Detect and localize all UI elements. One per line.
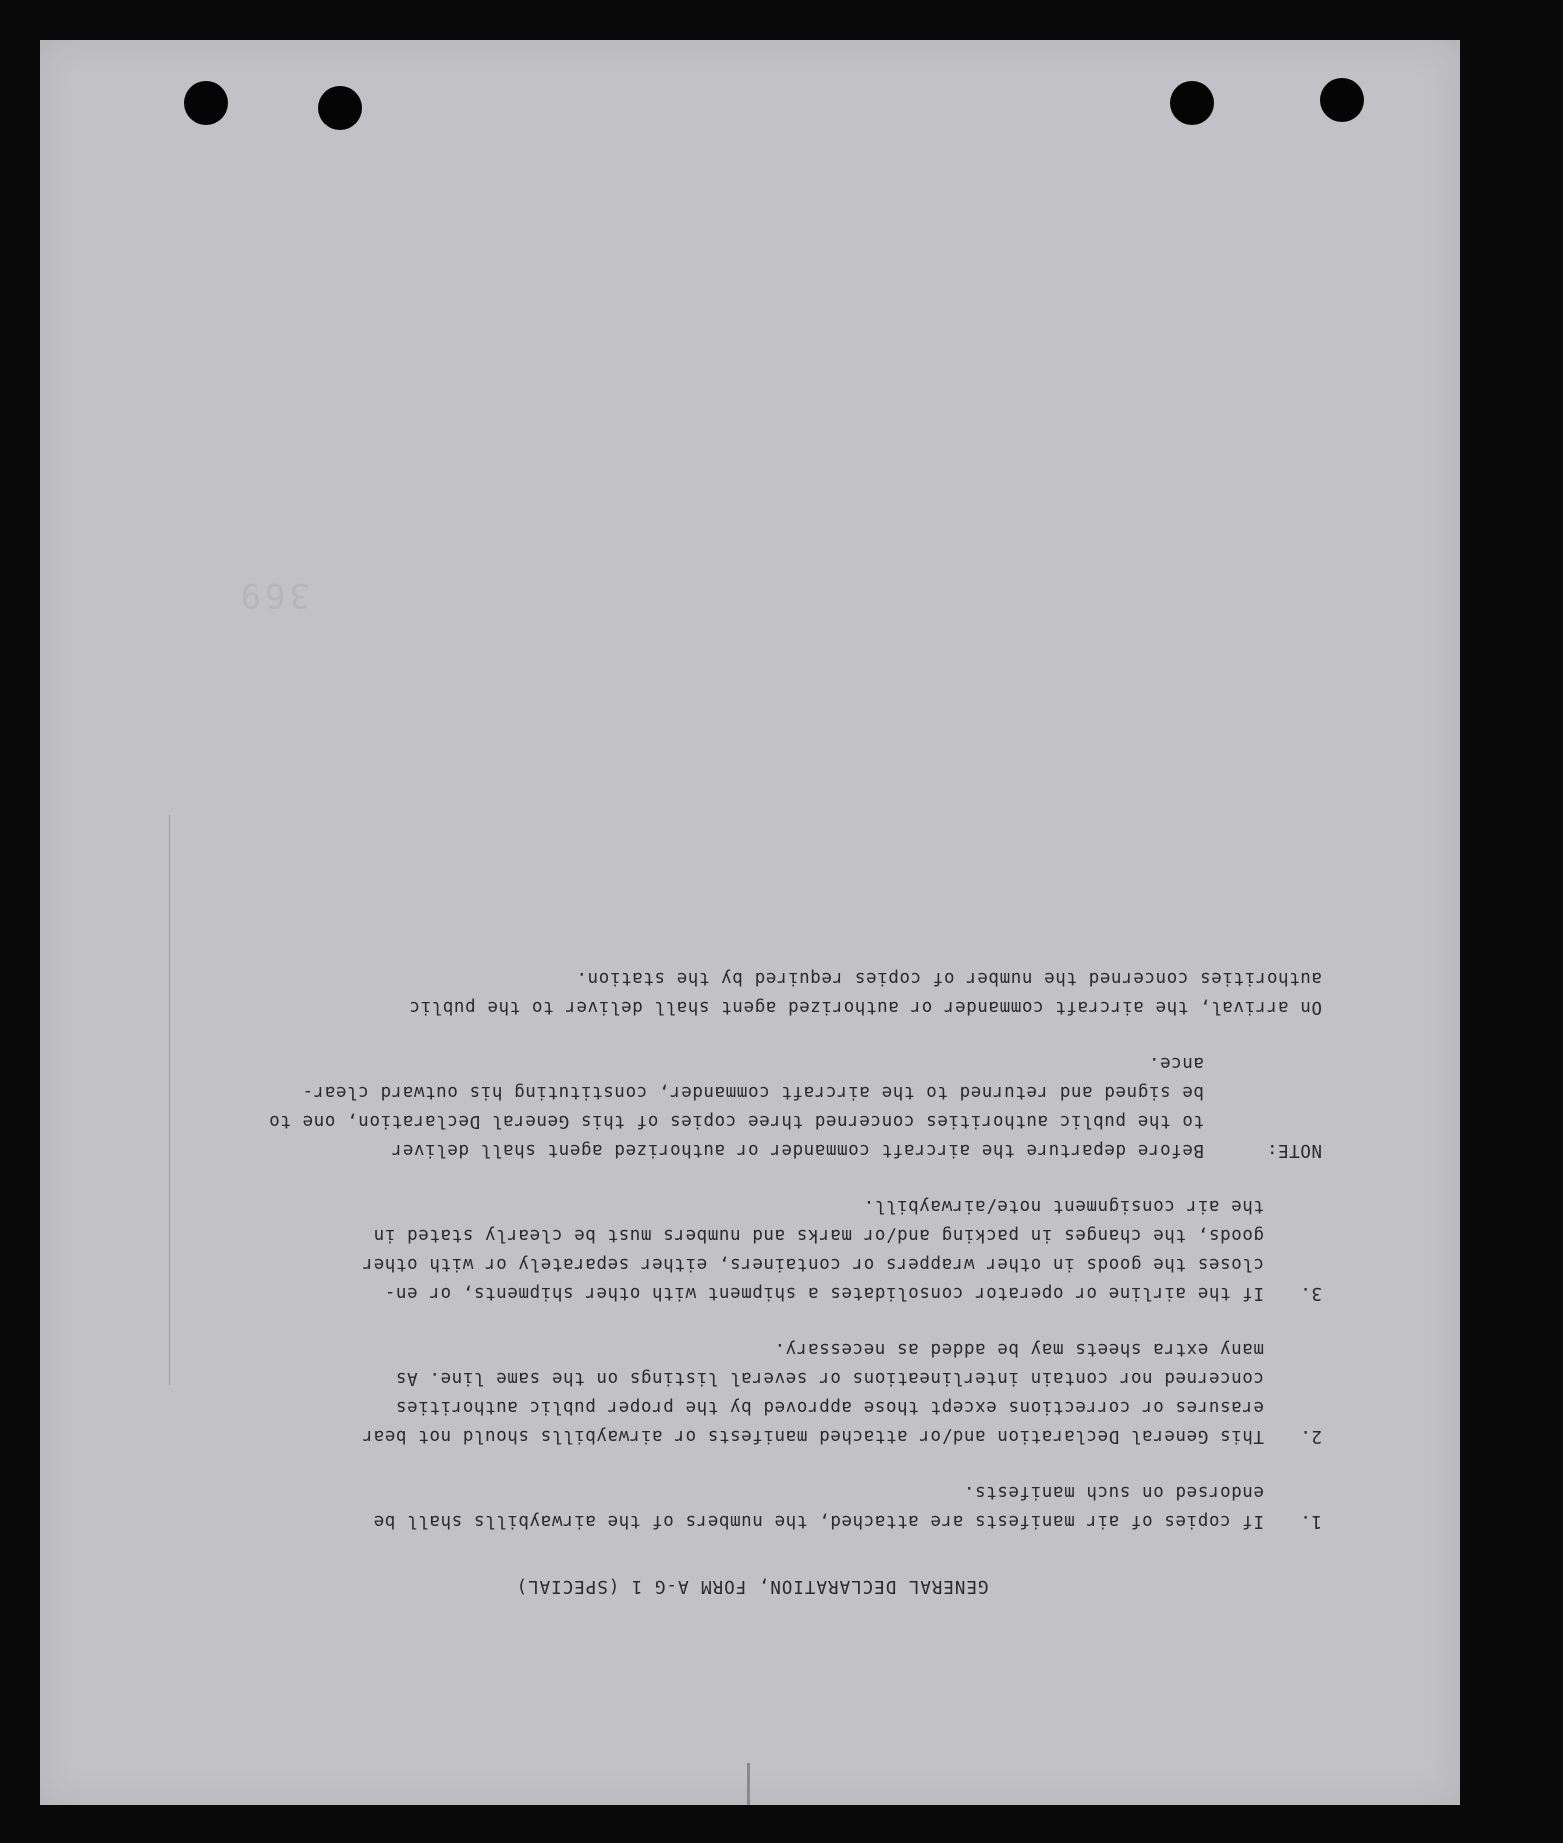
note-text: Before departure the aircraft commander or authorized agent shall deliver to the public authorities concerned three copies of this General Declaration, one to be signed and returned to the aircraft commander, constituting his outward clear- ance. xyxy=(268,1053,1204,1160)
list-item xyxy=(182,1191,1322,1307)
rotated-content xyxy=(40,40,1460,1805)
arrival-paragraph: On arrival, the aircraft commander or authorized agent shall deliver to the public authorities concerned the number of copies required by the station. xyxy=(408,968,1322,1017)
list-item xyxy=(182,1477,1322,1535)
punch-hole xyxy=(1170,81,1214,125)
punch-hole xyxy=(318,86,362,130)
item-text: If the airline or operator consolidates a shipment with other shipments, or en- closes the goods in other wrappers or containers, either separately or with other goods, the changes in packing and/or marks and numbers must be clearly stated in the air consignment note/airwaybill. xyxy=(361,1196,1264,1303)
item-text: If copies of air manifests are attached, the numbers of the airwaybills shall be endorsed on such manifests. xyxy=(373,1482,1264,1531)
document-title: GENERAL DECLARATION, FORM A-G 1 (SPECIAL) xyxy=(515,1576,989,1596)
item-text: This General Declaration and/or attached manifests or airwaybills should not bear erasures or corrections except those approved by the proper public authorities concerned nor contain interlineations or several listings on the same line. As many extra sheets may be added as necessary. xyxy=(361,1339,1264,1446)
item-number: 2. xyxy=(1299,1426,1322,1446)
list-item xyxy=(182,1334,1322,1450)
margin-rule-line xyxy=(169,815,170,1385)
document-body xyxy=(182,963,1322,1600)
bleed-through-number: 369 xyxy=(236,575,310,615)
item-number: 1. xyxy=(1299,1511,1322,1531)
note-label: NOTE: xyxy=(1266,1140,1322,1160)
item-number: 3. xyxy=(1299,1283,1322,1303)
punch-hole xyxy=(1320,78,1364,122)
punch-hole xyxy=(184,81,228,125)
staple-mark xyxy=(747,1763,750,1805)
note-block xyxy=(182,1048,1322,1164)
document-page xyxy=(40,40,1460,1805)
